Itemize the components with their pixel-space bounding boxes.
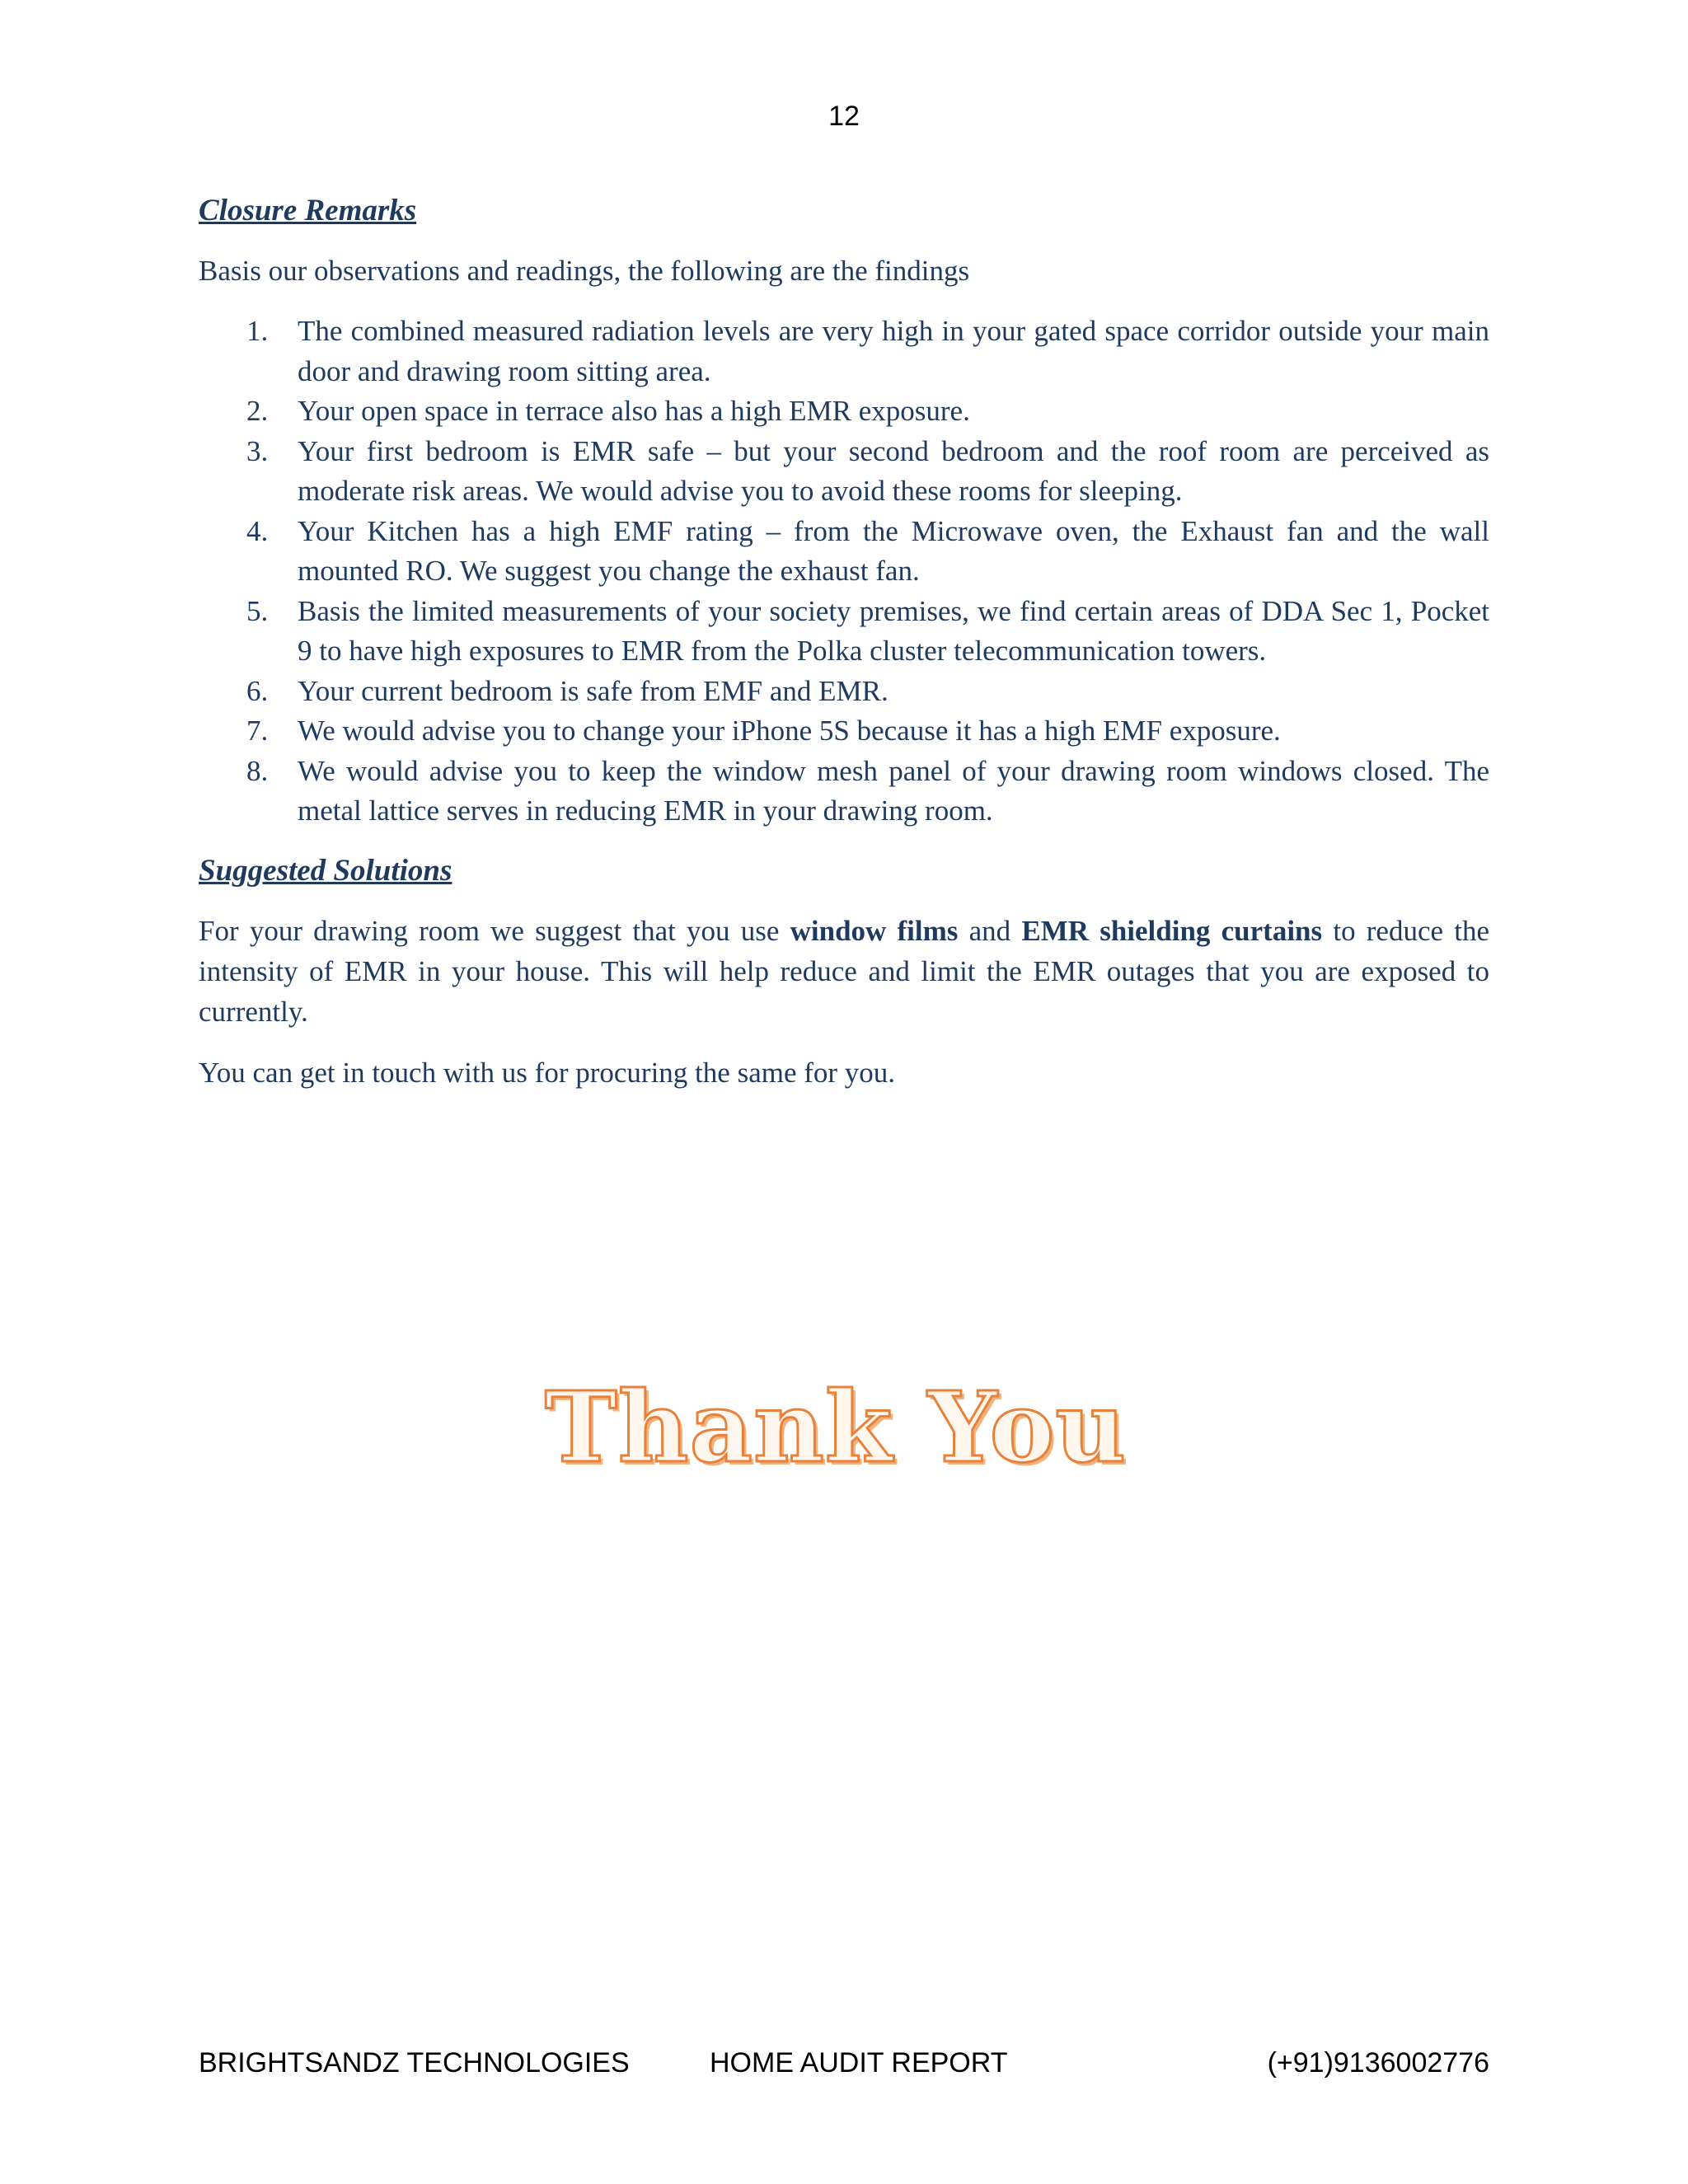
- solutions-text: to reduce the intensity of EMR in your house. This will help reduce and limit the EMR outages that you are exposed to currently.: [199, 914, 1489, 1028]
- suggested-solutions-heading: Suggested Solutions: [199, 853, 452, 888]
- finding-text: We would advise you to keep the window mesh panel of your drawing room windows closed. The metal lattice serves in reducing EMR in your drawing room.: [298, 754, 1489, 827]
- finding-text: We would advise you to change your iPhone 5S because it has a high EMF exposure.: [298, 715, 1281, 748]
- finding-text: Your Kitchen has a high EMF rating – from the Microwave oven, the Exhaust fan and the wall mounted RO. We suggest you change the exhaust fan.: [298, 514, 1489, 588]
- finding-number: 1.: [246, 315, 269, 348]
- footer-phone: (+91)9136002776: [1267, 2047, 1489, 2079]
- finding-text: Your current bedroom is safe from EMF and EMR.: [298, 674, 889, 707]
- finding-number: 8.: [246, 754, 269, 787]
- solutions-text: and: [958, 914, 1022, 947]
- closure-remarks-heading: Closure Remarks: [199, 194, 417, 227]
- window-films-emphasis: window films: [790, 914, 959, 947]
- finding-text: Basis the limited measurements of your society premises, we find certain areas of DDA Sec 1, Pocket 9 to have high exposures to EMR from the Polka cluster telecommunication towers.: [298, 594, 1489, 668]
- page-number: 12: [828, 101, 860, 132]
- contact-paragraph: You can get in touch with us for procuring the same for you.: [199, 1056, 896, 1089]
- finding-item: [199, 592, 1489, 672]
- finding-number: 3.: [246, 434, 269, 467]
- finding-number: 7.: [246, 715, 269, 748]
- thank-you-text: Thank You: [544, 1370, 1128, 1484]
- solutions-text: For your drawing room we suggest that you use: [199, 914, 790, 947]
- finding-item: [199, 512, 1489, 592]
- finding-item: [199, 312, 1489, 391]
- finding-number: 6.: [246, 674, 269, 707]
- finding-item: [199, 752, 1489, 832]
- shielding-curtains-emphasis: EMR shielding curtains: [1021, 914, 1323, 947]
- finding-number: 4.: [246, 514, 269, 547]
- finding-number: 5.: [246, 594, 269, 627]
- finding-item: [199, 391, 1489, 432]
- footer-report-title: HOME AUDIT REPORT: [710, 2047, 1008, 2079]
- closure-intro: Basis our observations and readings, the following are the findings: [199, 255, 970, 288]
- finding-text: Your open space in terrace also has a high EMR exposure.: [298, 395, 970, 428]
- finding-item: [199, 672, 1489, 712]
- finding-text: The combined measured radiation levels are very high in your gated space corridor outside your main door and drawing room sitting area.: [298, 315, 1489, 387]
- footer-company: BRIGHTSANDZ TECHNOLOGIES: [199, 2047, 630, 2079]
- finding-text: Your first bedroom is EMR safe – but your second bedroom and the roof room are perceived as moderate risk areas. We would advise you to avoid these rooms for sleeping.: [298, 434, 1489, 508]
- report-body: [199, 191, 1489, 1113]
- finding-number: 2.: [246, 395, 269, 428]
- thank-you-banner: [0, 1370, 1688, 1484]
- findings-list: [199, 312, 1489, 832]
- finding-item: [199, 432, 1489, 512]
- solutions-paragraph: [199, 911, 1489, 1032]
- finding-item: [199, 711, 1489, 752]
